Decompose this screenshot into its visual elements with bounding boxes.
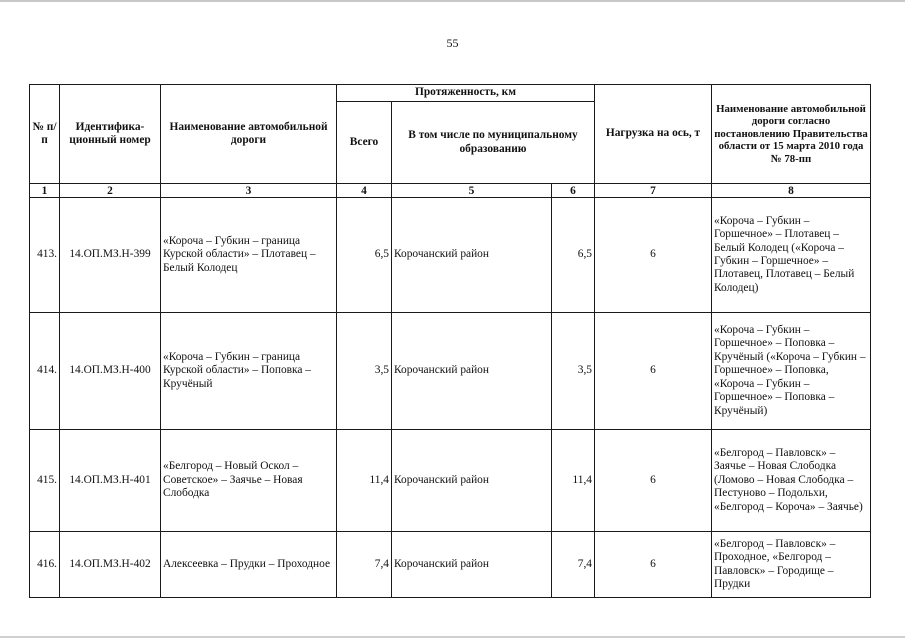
decree-road-name: «Белгород – Павловск» – Заячье – Новая Слободка (Ломово – Новая Слободка – Пестуново – Подольхи, «Белгород – Короча» – Заячье) [712,430,871,532]
header-id: Идентифика-ционный номер [60,85,161,184]
column-number: 1 [30,184,60,198]
scan-top-edge [0,0,905,2]
road-id: 14.ОП.МЗ.Н-399 [60,198,161,313]
column-number: 7 [595,184,712,198]
roads-table [29,84,871,598]
axle-load: 6 [595,532,712,598]
municipality: Корочанский район [392,532,552,598]
row-number: 416. [30,532,60,598]
table-row [30,313,871,430]
header-municipal: В том числе по муниципальному образованию [392,102,595,184]
municipality: Корочанский район [392,430,552,532]
row-number: 413. [30,198,60,313]
total-length: 6,5 [337,198,392,313]
municipal-length: 7,4 [552,532,595,598]
total-length: 3,5 [337,313,392,430]
scan-bottom-edge [0,636,905,638]
total-length: 11,4 [337,430,392,532]
decree-road-name: «Белгород – Павловск» – Проходное, «Белгород – Павловск» – Городище – Прудки [712,532,871,598]
axle-load: 6 [595,313,712,430]
page-number: 55 [446,36,459,50]
header-load: Нагрузка на ось, т [595,85,712,184]
total-length: 7,4 [337,532,392,598]
column-number: 8 [712,184,871,198]
road-id: 14.ОП.МЗ.Н-402 [60,532,161,598]
header-name: Наименование автомобильной дороги [161,85,337,184]
municipal-length: 6,5 [552,198,595,313]
header-length-group: Протяженность, км [337,85,595,102]
row-number: 414. [30,313,60,430]
road-name: Алексеевка – Прудки – Проходное [161,532,337,598]
row-number: 415. [30,430,60,532]
municipal-length: 3,5 [552,313,595,430]
table-row [30,532,871,598]
road-id: 14.ОП.МЗ.Н-400 [60,313,161,430]
header-total: Всего [337,102,392,184]
header-num: № п/п [30,85,60,184]
table-row [30,198,871,313]
decree-road-name: «Короча – Губкин – Горшечное» – Плотавец – Белый Колодец («Короча – Губкин – Горшечное» – Плотавец, Плотавец – Белый Колодец) [712,198,871,313]
municipality: Корочанский район [392,198,552,313]
column-number: 5 [392,184,552,198]
municipal-length: 11,4 [552,430,595,532]
column-number: 2 [60,184,161,198]
road-id: 14.ОП.МЗ.Н-401 [60,430,161,532]
axle-load: 6 [595,198,712,313]
table-row [30,430,871,532]
municipality: Корочанский район [392,313,552,430]
decree-road-name: «Короча – Губкин – Горшечное» – Поповка – Кручёный («Короча – Губкин – Горшечное» – Поповка, «Короча – Губкин – Горшечное» – Поповка – Кручёный) [712,313,871,430]
road-name: «Короча – Губкин – граница Курской области» – Поповка – Кручёный [161,313,337,430]
road-name: «Белгород – Новый Оскол – Советское» – Заячье – Новая Слободка [161,430,337,532]
column-number: 3 [161,184,337,198]
road-name: «Короча – Губкин – граница Курской области» – Плотавец – Белый Колодец [161,198,337,313]
column-number: 6 [552,184,595,198]
axle-load: 6 [595,430,712,532]
header-decree: Наименование автомобильной дороги согласно постановлению Правительства области от 15 марта 2010 года № 78-пп [712,85,871,184]
column-number: 4 [337,184,392,198]
